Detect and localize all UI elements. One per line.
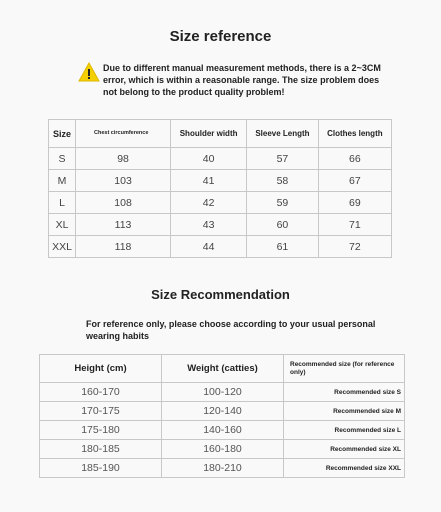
- cell: 42: [171, 192, 247, 214]
- cell: Recommended size M: [284, 402, 405, 421]
- table-row: [49, 170, 392, 192]
- cell: 113: [76, 214, 171, 236]
- cell: M: [49, 170, 76, 192]
- size-reference-table: [48, 119, 392, 258]
- cell: 120-140: [162, 402, 284, 421]
- table-row: [40, 440, 405, 459]
- cell: XXL: [49, 236, 76, 258]
- recommendation-note: For reference only, please choose according to your usual personal wearing habits: [86, 319, 376, 341]
- cell: 40: [171, 148, 247, 170]
- table-row: [40, 421, 405, 440]
- table-row: [40, 402, 405, 421]
- table-row: [49, 236, 392, 258]
- size-reference-title: Size reference: [169, 28, 272, 45]
- cell: 103: [76, 170, 171, 192]
- table-row: [49, 192, 392, 214]
- size-recommendation-table: [39, 354, 405, 478]
- table-row: [49, 214, 392, 236]
- header-sleeve: Sleeve Length: [247, 120, 319, 148]
- cell: Recommended size XXL: [284, 459, 405, 478]
- table-header-row: [40, 355, 405, 383]
- cell: 44: [171, 236, 247, 258]
- cell: 60: [247, 214, 319, 236]
- cell: 66: [318, 148, 391, 170]
- cell: Recommended size S: [284, 383, 405, 402]
- cell: 59: [247, 192, 319, 214]
- cell: 108: [76, 192, 171, 214]
- cell: 71: [318, 214, 391, 236]
- cell: 180-185: [40, 440, 162, 459]
- cell: L: [49, 192, 76, 214]
- cell: 57: [247, 148, 319, 170]
- header-height: Height (cm): [40, 355, 162, 383]
- table-row: [40, 459, 405, 478]
- warning-icon: [78, 61, 100, 83]
- cell: 69: [318, 192, 391, 214]
- cell: 100-120: [162, 383, 284, 402]
- header-shoulder: Shoulder width: [171, 120, 247, 148]
- table-row: [49, 148, 392, 170]
- size-recommendation-title: Size Recommendation: [151, 287, 290, 302]
- cell: 140-160: [162, 421, 284, 440]
- measurement-note: Due to different manual measurement methods, there is a 2~3CM error, which is within a reasonable range. The size problem does not belong to the product quality problem!: [103, 63, 381, 97]
- table-row: [40, 383, 405, 402]
- cell: 175-180: [40, 421, 162, 440]
- cell: Recommended size L: [284, 421, 405, 440]
- cell: 170-175: [40, 402, 162, 421]
- cell: 160-170: [40, 383, 162, 402]
- header-recommended: Recommended size (for reference only): [284, 355, 405, 383]
- header-weight: Weight (catties): [162, 355, 284, 383]
- cell: 72: [318, 236, 391, 258]
- cell: 185-190: [40, 459, 162, 478]
- cell: 61: [247, 236, 319, 258]
- cell: 43: [171, 214, 247, 236]
- cell: Recommended size XL: [284, 440, 405, 459]
- cell: 41: [171, 170, 247, 192]
- cell: 98: [76, 148, 171, 170]
- table-header-row: [49, 120, 392, 148]
- cell: 160-180: [162, 440, 284, 459]
- cell: 67: [318, 170, 391, 192]
- cell: 180-210: [162, 459, 284, 478]
- cell: XL: [49, 214, 76, 236]
- header-size: Size: [49, 120, 76, 148]
- header-chest: Chest circumference: [76, 120, 171, 148]
- cell: 118: [76, 236, 171, 258]
- header-length: Clothes length: [318, 120, 391, 148]
- cell: S: [49, 148, 76, 170]
- cell: 58: [247, 170, 319, 192]
